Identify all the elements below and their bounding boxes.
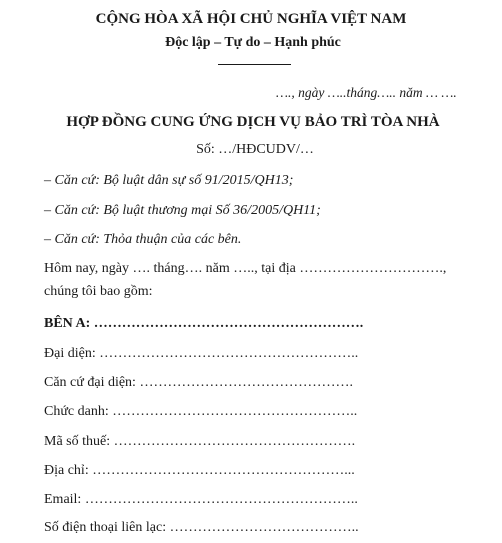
legal-basis-civil-code: – Căn cứ: Bộ luật dân sự số 91/2015/QH13; <box>44 173 294 188</box>
legal-basis-agreement: – Căn cứ: Thỏa thuận của các bên. <box>44 232 242 247</box>
intro-line-continued: chúng tôi bao gồm: <box>44 284 153 299</box>
party-a-address: Địa chỉ: ………………………………………………... <box>44 463 355 478</box>
legal-basis-commercial-law: – Căn cứ: Bộ luật thương mại Số 36/2005/QH11; <box>44 203 321 218</box>
national-motto: Độc lập – Tự do – Hạnh phúc <box>165 35 341 50</box>
party-a-representative: Đại diện: ……………………………………………….. <box>44 346 359 361</box>
party-a-email: Email: ………………………………………………….. <box>44 492 358 507</box>
national-title: CỘNG HÒA XÃ HỘI CHỦ NGHĨA VIỆT NAM <box>95 11 407 27</box>
party-a-heading: BÊN A: …………………………………………………. <box>44 316 364 331</box>
party-a-phone: Số điện thoại liên lạc: ………………………………….. <box>44 520 359 535</box>
contract-title: HỢP ĐỒNG CUNG ỨNG DỊCH VỤ BẢO TRÌ TÒA NHÀ <box>66 114 440 130</box>
motto-underline <box>218 64 291 65</box>
date-line: …., ngày …..tháng….. năm … …. <box>276 85 457 100</box>
party-a-tax-code: Mã số thuế: ……………………………………………. <box>44 434 356 449</box>
contract-number: Số: …/HĐCUDV/… <box>196 142 314 157</box>
intro-line: Hôm nay, ngày …. tháng…. năm ….., tại địa …………………………., <box>44 261 447 276</box>
party-a-position: Chức danh: …………………………………………….. <box>44 404 358 419</box>
party-a-authority-basis: Căn cứ đại diện: ………………………………………. <box>44 375 353 390</box>
